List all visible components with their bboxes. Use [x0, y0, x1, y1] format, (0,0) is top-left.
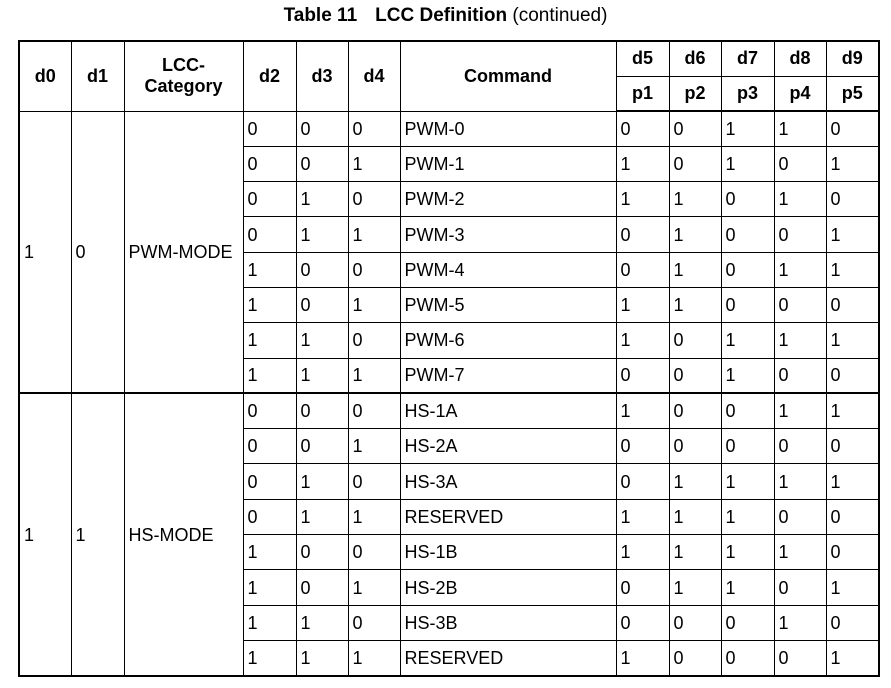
- cell-d7: 1: [721, 146, 774, 181]
- cell-d3: 0: [296, 111, 348, 146]
- cell-d7: 1: [721, 464, 774, 499]
- cell-d3: 1: [296, 323, 348, 358]
- cell-d7: 1: [721, 535, 774, 570]
- cell-d6: 1: [669, 217, 721, 252]
- cell-d2: 0: [243, 217, 296, 252]
- cell-d8: 0: [774, 217, 826, 252]
- cell-d8: 1: [774, 393, 826, 428]
- cell-d4: 1: [348, 358, 400, 393]
- cell-d3: 0: [296, 535, 348, 570]
- cell-d9: 0: [826, 429, 879, 464]
- header-p3: p3: [721, 76, 774, 111]
- cell-d3: 1: [296, 217, 348, 252]
- cell-d4: 0: [348, 252, 400, 287]
- group-pwm-mode: [19, 111, 879, 393]
- cell-d4: 0: [348, 393, 400, 428]
- cell-d0: 1: [19, 111, 71, 393]
- cell-d9: 0: [826, 499, 879, 534]
- cell-d5: 1: [616, 393, 669, 428]
- cell-command: HS-2A: [400, 429, 616, 464]
- cell-d9: 1: [826, 323, 879, 358]
- cell-d5: 0: [616, 605, 669, 640]
- group-hs-mode: [19, 393, 879, 675]
- cell-d8: 0: [774, 146, 826, 181]
- cell-command: PWM-7: [400, 358, 616, 393]
- cell-d5: 1: [616, 535, 669, 570]
- cell-d1: 1: [71, 393, 124, 675]
- cell-d7: 0: [721, 252, 774, 287]
- cell-d3: 1: [296, 358, 348, 393]
- cell-d8: 0: [774, 570, 826, 605]
- cell-d6: 1: [669, 287, 721, 322]
- cell-d5: 0: [616, 217, 669, 252]
- cell-d0: 1: [19, 393, 71, 675]
- cell-d6: 1: [669, 535, 721, 570]
- header-d7: d7: [721, 41, 774, 76]
- cell-d6: 1: [669, 570, 721, 605]
- cell-command: PWM-4: [400, 252, 616, 287]
- cell-d5: 1: [616, 146, 669, 181]
- cell-d7: 0: [721, 393, 774, 428]
- cell-d4: 1: [348, 146, 400, 181]
- cell-command: PWM-0: [400, 111, 616, 146]
- cell-d4: 0: [348, 111, 400, 146]
- cell-d9: 1: [826, 393, 879, 428]
- cell-d3: 1: [296, 499, 348, 534]
- cell-d9: 0: [826, 535, 879, 570]
- cell-d6: 0: [669, 358, 721, 393]
- cell-d7: 1: [721, 323, 774, 358]
- cell-d4: 1: [348, 570, 400, 605]
- cell-d9: 1: [826, 146, 879, 181]
- cell-d9: 0: [826, 287, 879, 322]
- cell-d8: 1: [774, 252, 826, 287]
- cell-d2: 1: [243, 252, 296, 287]
- cell-d2: 1: [243, 535, 296, 570]
- cell-d4: 1: [348, 217, 400, 252]
- cell-d2: 1: [243, 605, 296, 640]
- cell-d5: 0: [616, 252, 669, 287]
- cell-d4: 1: [348, 640, 400, 675]
- cell-d5: 0: [616, 464, 669, 499]
- cell-d9: 1: [826, 570, 879, 605]
- cell-command: RESERVED: [400, 499, 616, 534]
- cell-command: HS-3B: [400, 605, 616, 640]
- cell-d4: 0: [348, 605, 400, 640]
- cell-d8: 0: [774, 358, 826, 393]
- cell-command: PWM-5: [400, 287, 616, 322]
- header-d8: d8: [774, 41, 826, 76]
- cell-d2: 0: [243, 111, 296, 146]
- cell-d6: 0: [669, 393, 721, 428]
- cell-d4: 0: [348, 464, 400, 499]
- cell-d7: 0: [721, 182, 774, 217]
- cell-d2: 0: [243, 499, 296, 534]
- cell-command: HS-2B: [400, 570, 616, 605]
- table-caption-suffix: (continued): [512, 5, 608, 26]
- cell-d9: 1: [826, 252, 879, 287]
- cell-d8: 1: [774, 182, 826, 217]
- cell-d4: 0: [348, 323, 400, 358]
- cell-d2: 0: [243, 393, 296, 428]
- header-d5: d5: [616, 41, 669, 76]
- cell-d4: 0: [348, 182, 400, 217]
- cell-d2: 0: [243, 146, 296, 181]
- cell-d6: 1: [669, 464, 721, 499]
- cell-d6: 0: [669, 640, 721, 675]
- cell-d3: 1: [296, 464, 348, 499]
- cell-d6: 1: [669, 182, 721, 217]
- cell-d7: 0: [721, 429, 774, 464]
- cell-d7: 1: [721, 111, 774, 146]
- cell-d4: 1: [348, 499, 400, 534]
- lcc-definition-table: [18, 40, 880, 677]
- cell-d8: 1: [774, 323, 826, 358]
- cell-d5: 1: [616, 182, 669, 217]
- cell-d3: 1: [296, 640, 348, 675]
- table-title: LCC Definition: [375, 5, 508, 26]
- cell-d2: 1: [243, 323, 296, 358]
- header-p1: p1: [616, 76, 669, 111]
- header-command: Command: [400, 41, 616, 111]
- cell-d7: 0: [721, 217, 774, 252]
- table-caption: [0, 3, 891, 29]
- cell-d4: 0: [348, 535, 400, 570]
- cell-d8: 1: [774, 605, 826, 640]
- header-d2: d2: [243, 41, 296, 111]
- cell-d8: 1: [774, 111, 826, 146]
- cell-d6: 1: [669, 252, 721, 287]
- cell-d5: 0: [616, 358, 669, 393]
- cell-d2: 0: [243, 182, 296, 217]
- cell-d6: 0: [669, 146, 721, 181]
- cell-d7: 1: [721, 570, 774, 605]
- cell-d7: 1: [721, 499, 774, 534]
- cell-d6: 0: [669, 429, 721, 464]
- table-row: [19, 111, 879, 146]
- cell-command: HS-1B: [400, 535, 616, 570]
- table-row: [19, 393, 879, 428]
- cell-d8: 0: [774, 640, 826, 675]
- cell-d3: 0: [296, 146, 348, 181]
- header-d6: d6: [669, 41, 721, 76]
- header-p5: p5: [826, 76, 879, 111]
- cell-command: HS-1A: [400, 393, 616, 428]
- cell-d2: 1: [243, 287, 296, 322]
- cell-d5: 1: [616, 287, 669, 322]
- cell-d3: 0: [296, 287, 348, 322]
- header-d4: d4: [348, 41, 400, 111]
- cell-d6: 1: [669, 499, 721, 534]
- header-d9: d9: [826, 41, 879, 76]
- cell-d7: 0: [721, 605, 774, 640]
- header-row-1: [19, 41, 879, 76]
- cell-d6: 0: [669, 323, 721, 358]
- cell-d3: 1: [296, 182, 348, 217]
- cell-d3: 0: [296, 429, 348, 464]
- cell-d4: 1: [348, 287, 400, 322]
- cell-d2: 0: [243, 464, 296, 499]
- cell-d9: 1: [826, 464, 879, 499]
- header-d1: d1: [71, 41, 124, 111]
- cell-d8: 0: [774, 429, 826, 464]
- cell-d7: 0: [721, 287, 774, 322]
- cell-d9: 0: [826, 358, 879, 393]
- cell-d9: 0: [826, 111, 879, 146]
- cell-d2: 1: [243, 640, 296, 675]
- header-d0: d0: [19, 41, 71, 111]
- cell-lcc-category: PWM-MODE: [124, 111, 243, 393]
- table-header: [19, 41, 879, 111]
- cell-command: RESERVED: [400, 640, 616, 675]
- cell-d9: 0: [826, 182, 879, 217]
- cell-d6: 0: [669, 605, 721, 640]
- cell-d5: 0: [616, 570, 669, 605]
- table-number: Table 11: [283, 5, 358, 26]
- cell-d1: 0: [71, 111, 124, 393]
- cell-d2: 1: [243, 570, 296, 605]
- cell-d8: 0: [774, 287, 826, 322]
- cell-d9: 0: [826, 605, 879, 640]
- cell-d2: 0: [243, 429, 296, 464]
- header-d3: d3: [296, 41, 348, 111]
- cell-command: PWM-3: [400, 217, 616, 252]
- header-p4: p4: [774, 76, 826, 111]
- cell-d5: 0: [616, 111, 669, 146]
- cell-d3: 0: [296, 570, 348, 605]
- cell-d3: 1: [296, 605, 348, 640]
- header-p2: p2: [669, 76, 721, 111]
- cell-command: PWM-2: [400, 182, 616, 217]
- cell-d6: 0: [669, 111, 721, 146]
- cell-d4: 1: [348, 429, 400, 464]
- cell-command: PWM-1: [400, 146, 616, 181]
- cell-d9: 1: [826, 640, 879, 675]
- cell-d2: 1: [243, 358, 296, 393]
- cell-command: PWM-6: [400, 323, 616, 358]
- header-lcc-category: LCC- Category: [124, 41, 243, 111]
- cell-d8: 1: [774, 464, 826, 499]
- cell-d7: 1: [721, 358, 774, 393]
- cell-d5: 1: [616, 640, 669, 675]
- cell-d8: 0: [774, 499, 826, 534]
- cell-d3: 0: [296, 393, 348, 428]
- cell-lcc-category: HS-MODE: [124, 393, 243, 675]
- cell-command: HS-3A: [400, 464, 616, 499]
- cell-d8: 1: [774, 535, 826, 570]
- cell-d7: 0: [721, 640, 774, 675]
- cell-d9: 1: [826, 217, 879, 252]
- cell-d5: 1: [616, 499, 669, 534]
- cell-d5: 0: [616, 429, 669, 464]
- cell-d5: 1: [616, 323, 669, 358]
- cell-d3: 0: [296, 252, 348, 287]
